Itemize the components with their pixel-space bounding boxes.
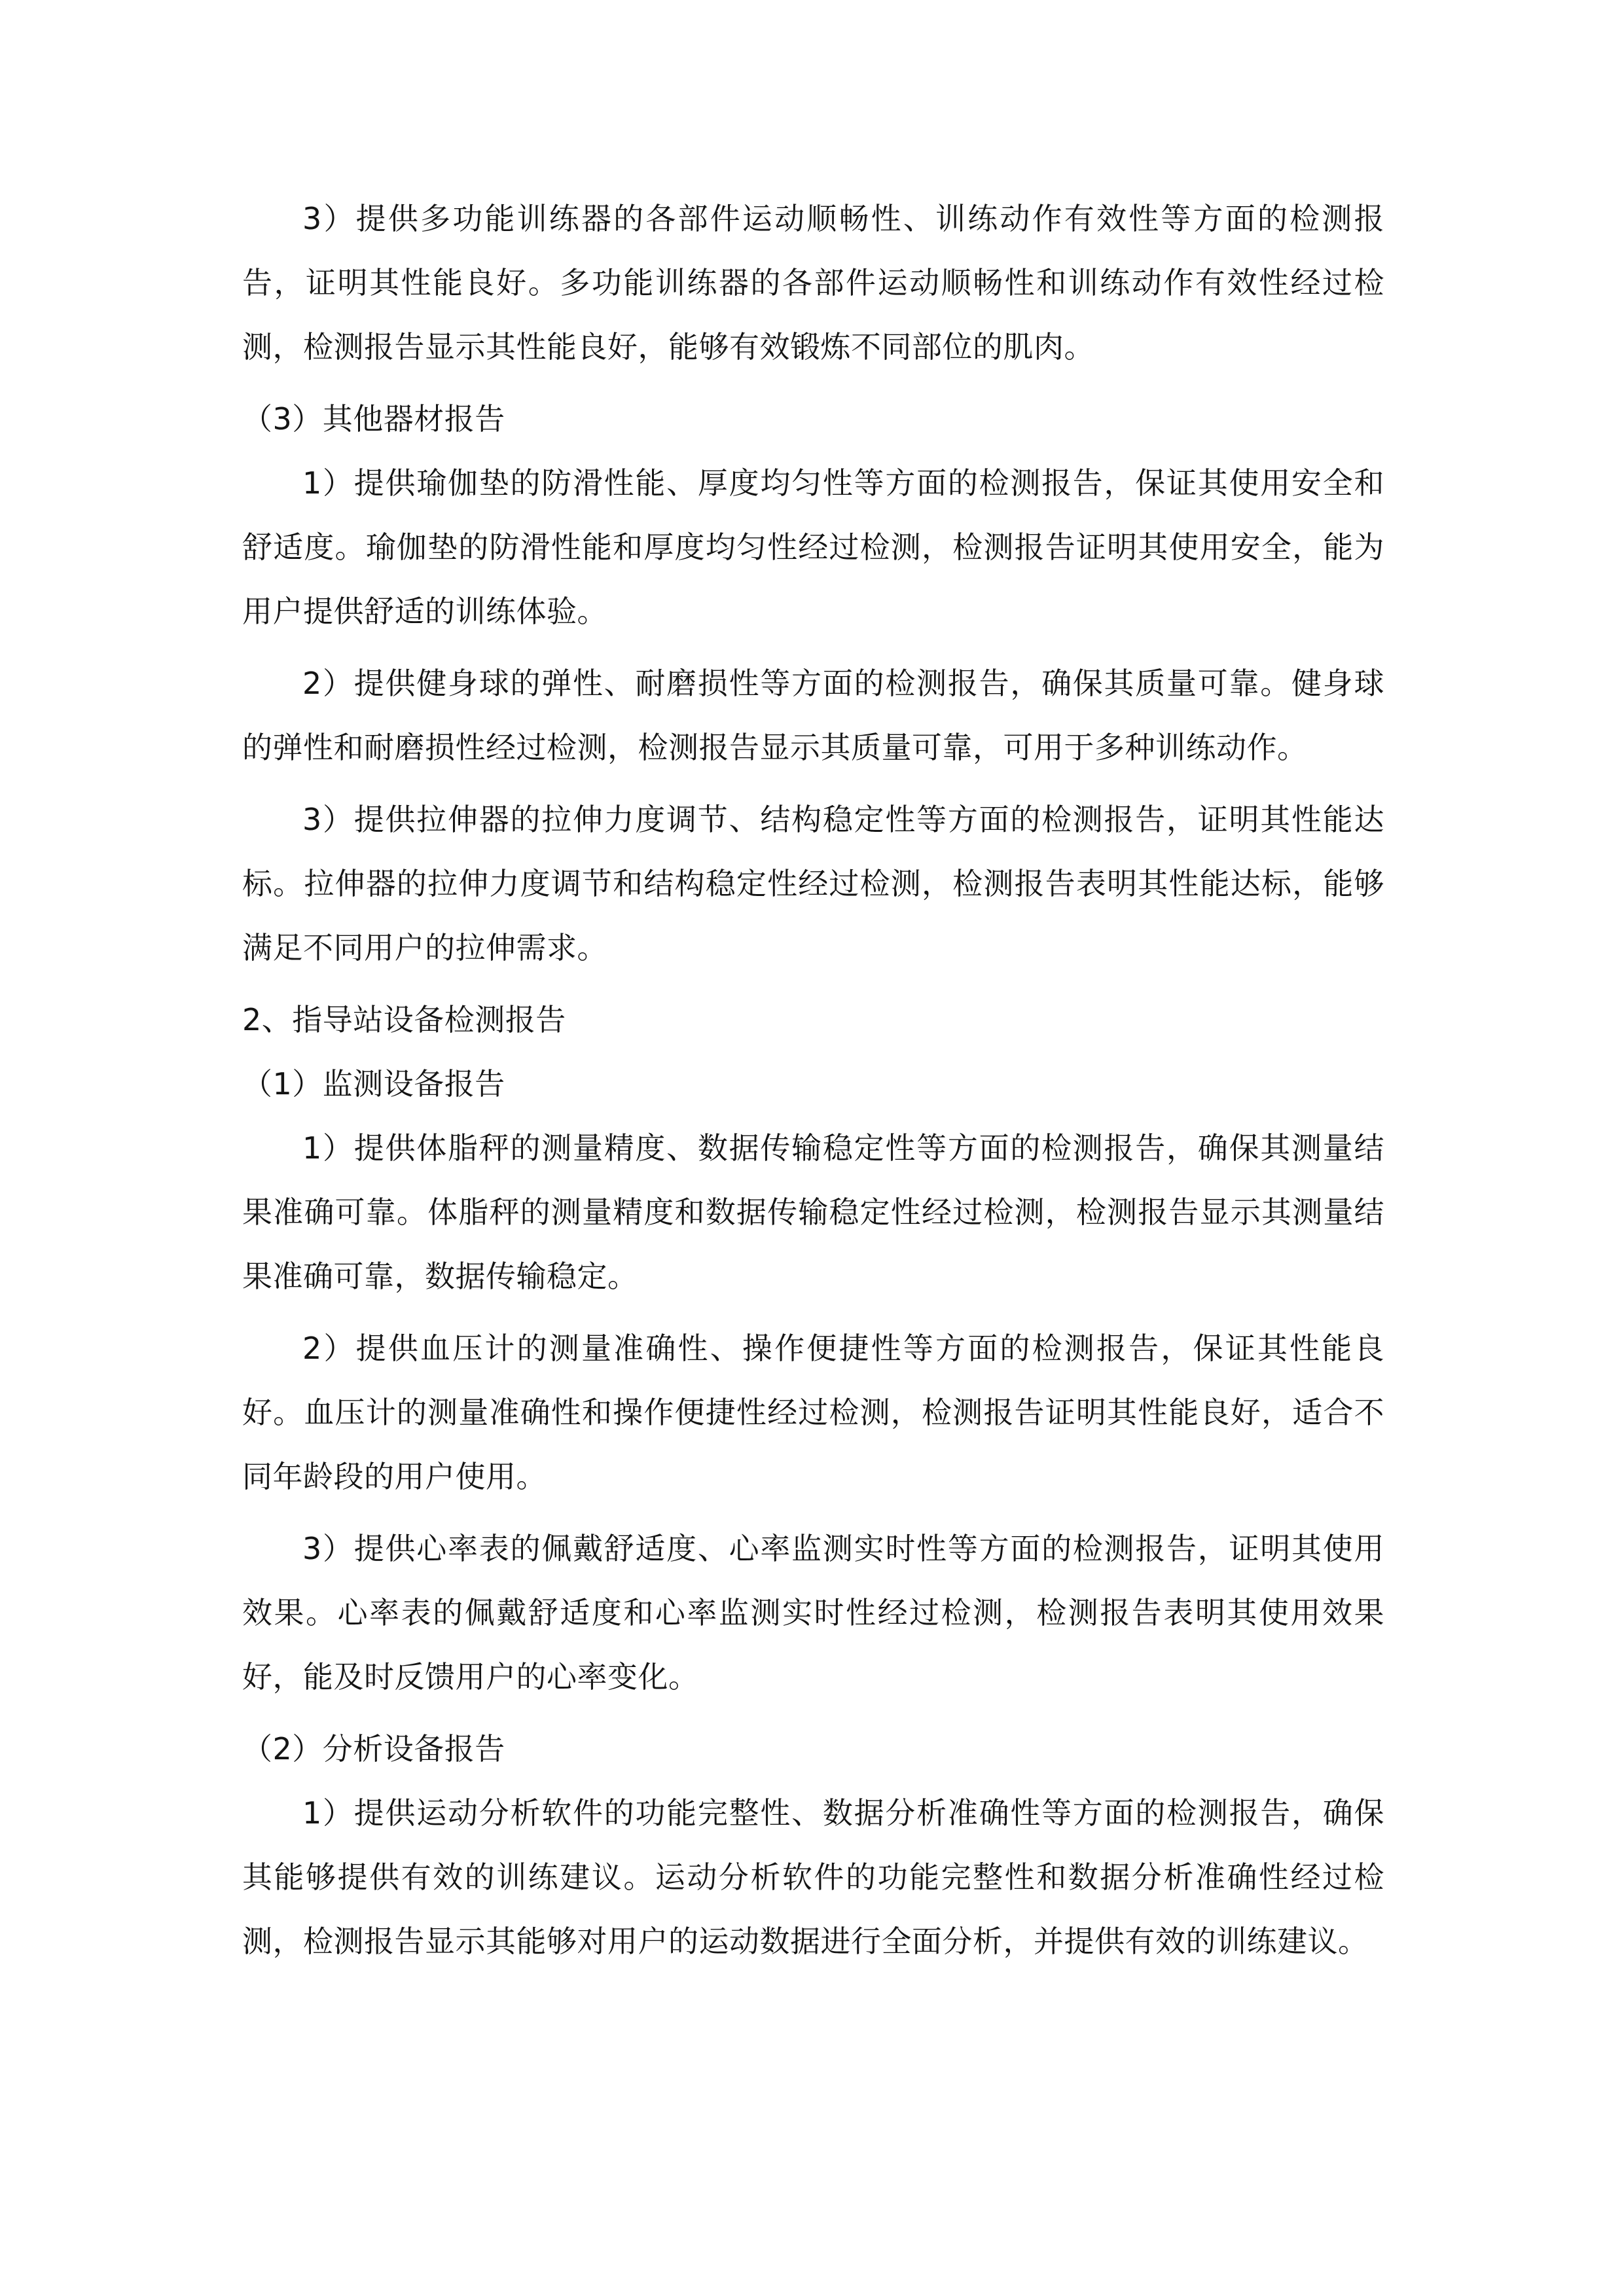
heading-monitoring-equipment: （1）监测设备报告 bbox=[242, 1066, 505, 1102]
paragraph-trainer-report-3: 3）提供多功能训练器的各部件运动顺畅性、训练动作有效性等方面的检测报告，证明其性能良好。多功能训练器的各部件运动顺畅性和训练动作有效性经过检测，检测报告显示其性能良好，能够有效锻炼不同部位的肌肉。 bbox=[242, 201, 1384, 365]
paragraph-analysis-software-report: 1）提供运动分析软件的功能完整性、数据分析准确性等方面的检测报告，确保其能够提供有效的训练建议。运动分析软件的功能完整性和数据分析准确性经过检测，检测报告显示其能够对用户的运动数据进行全面分析，并提供有效的训练建议。 bbox=[242, 1795, 1384, 1959]
paragraph-yoga-mat-report: 1）提供瑜伽垫的防滑性能、厚度均匀性等方面的检测报告，保证其使用安全和舒适度。瑜伽垫的防滑性能和厚度均匀性经过检测，检测报告证明其使用安全，能为用户提供舒适的训练体验。 bbox=[242, 465, 1384, 629]
paragraph-body-fat-scale-report: 1）提供体脂秤的测量精度、数据传输稳定性等方面的检测报告，确保其测量结果准确可靠。体脂秤的测量精度和数据传输稳定性经过检测，检测报告显示其测量结果准确可靠，数据传输稳定。 bbox=[242, 1130, 1384, 1294]
paragraph-stretcher-report: 3）提供拉伸器的拉伸力度调节、结构稳定性等方面的检测报告，证明其性能达标。拉伸器的拉伸力度调节和结构稳定性经过检测，检测报告表明其性能达标，能够满足不同用户的拉伸需求。 bbox=[242, 802, 1384, 965]
paragraph-heart-rate-report: 3）提供心率表的佩戴舒适度、心率监测实时性等方面的检测报告，证明其使用效果。心率表的佩戴舒适度和心率监测实时性经过检测，检测报告表明其使用效果好，能及时反馈用户的心率变化。 bbox=[242, 1531, 1384, 1695]
paragraph-blood-pressure-report: 2）提供血压计的测量准确性、操作便捷性等方面的检测报告，保证其性能良好。血压计的测量准确性和操作便捷性经过检测，检测报告证明其性能良好，适合不同年龄段的用户使用。 bbox=[242, 1331, 1384, 1494]
heading-analysis-equipment: （2）分析设备报告 bbox=[242, 1731, 505, 1767]
paragraph-fitness-ball-report: 2）提供健身球的弹性、耐磨损性等方面的检测报告，确保其质量可靠。健身球的弹性和耐磨损性经过检测，检测报告显示其质量可靠，可用于多种训练动作。 bbox=[242, 666, 1384, 765]
heading-other-equipment: （3）其他器材报告 bbox=[242, 401, 505, 437]
document-body bbox=[242, 187, 1384, 1981]
heading-guidance-station: 2、指导站设备检测报告 bbox=[242, 1002, 566, 1037]
